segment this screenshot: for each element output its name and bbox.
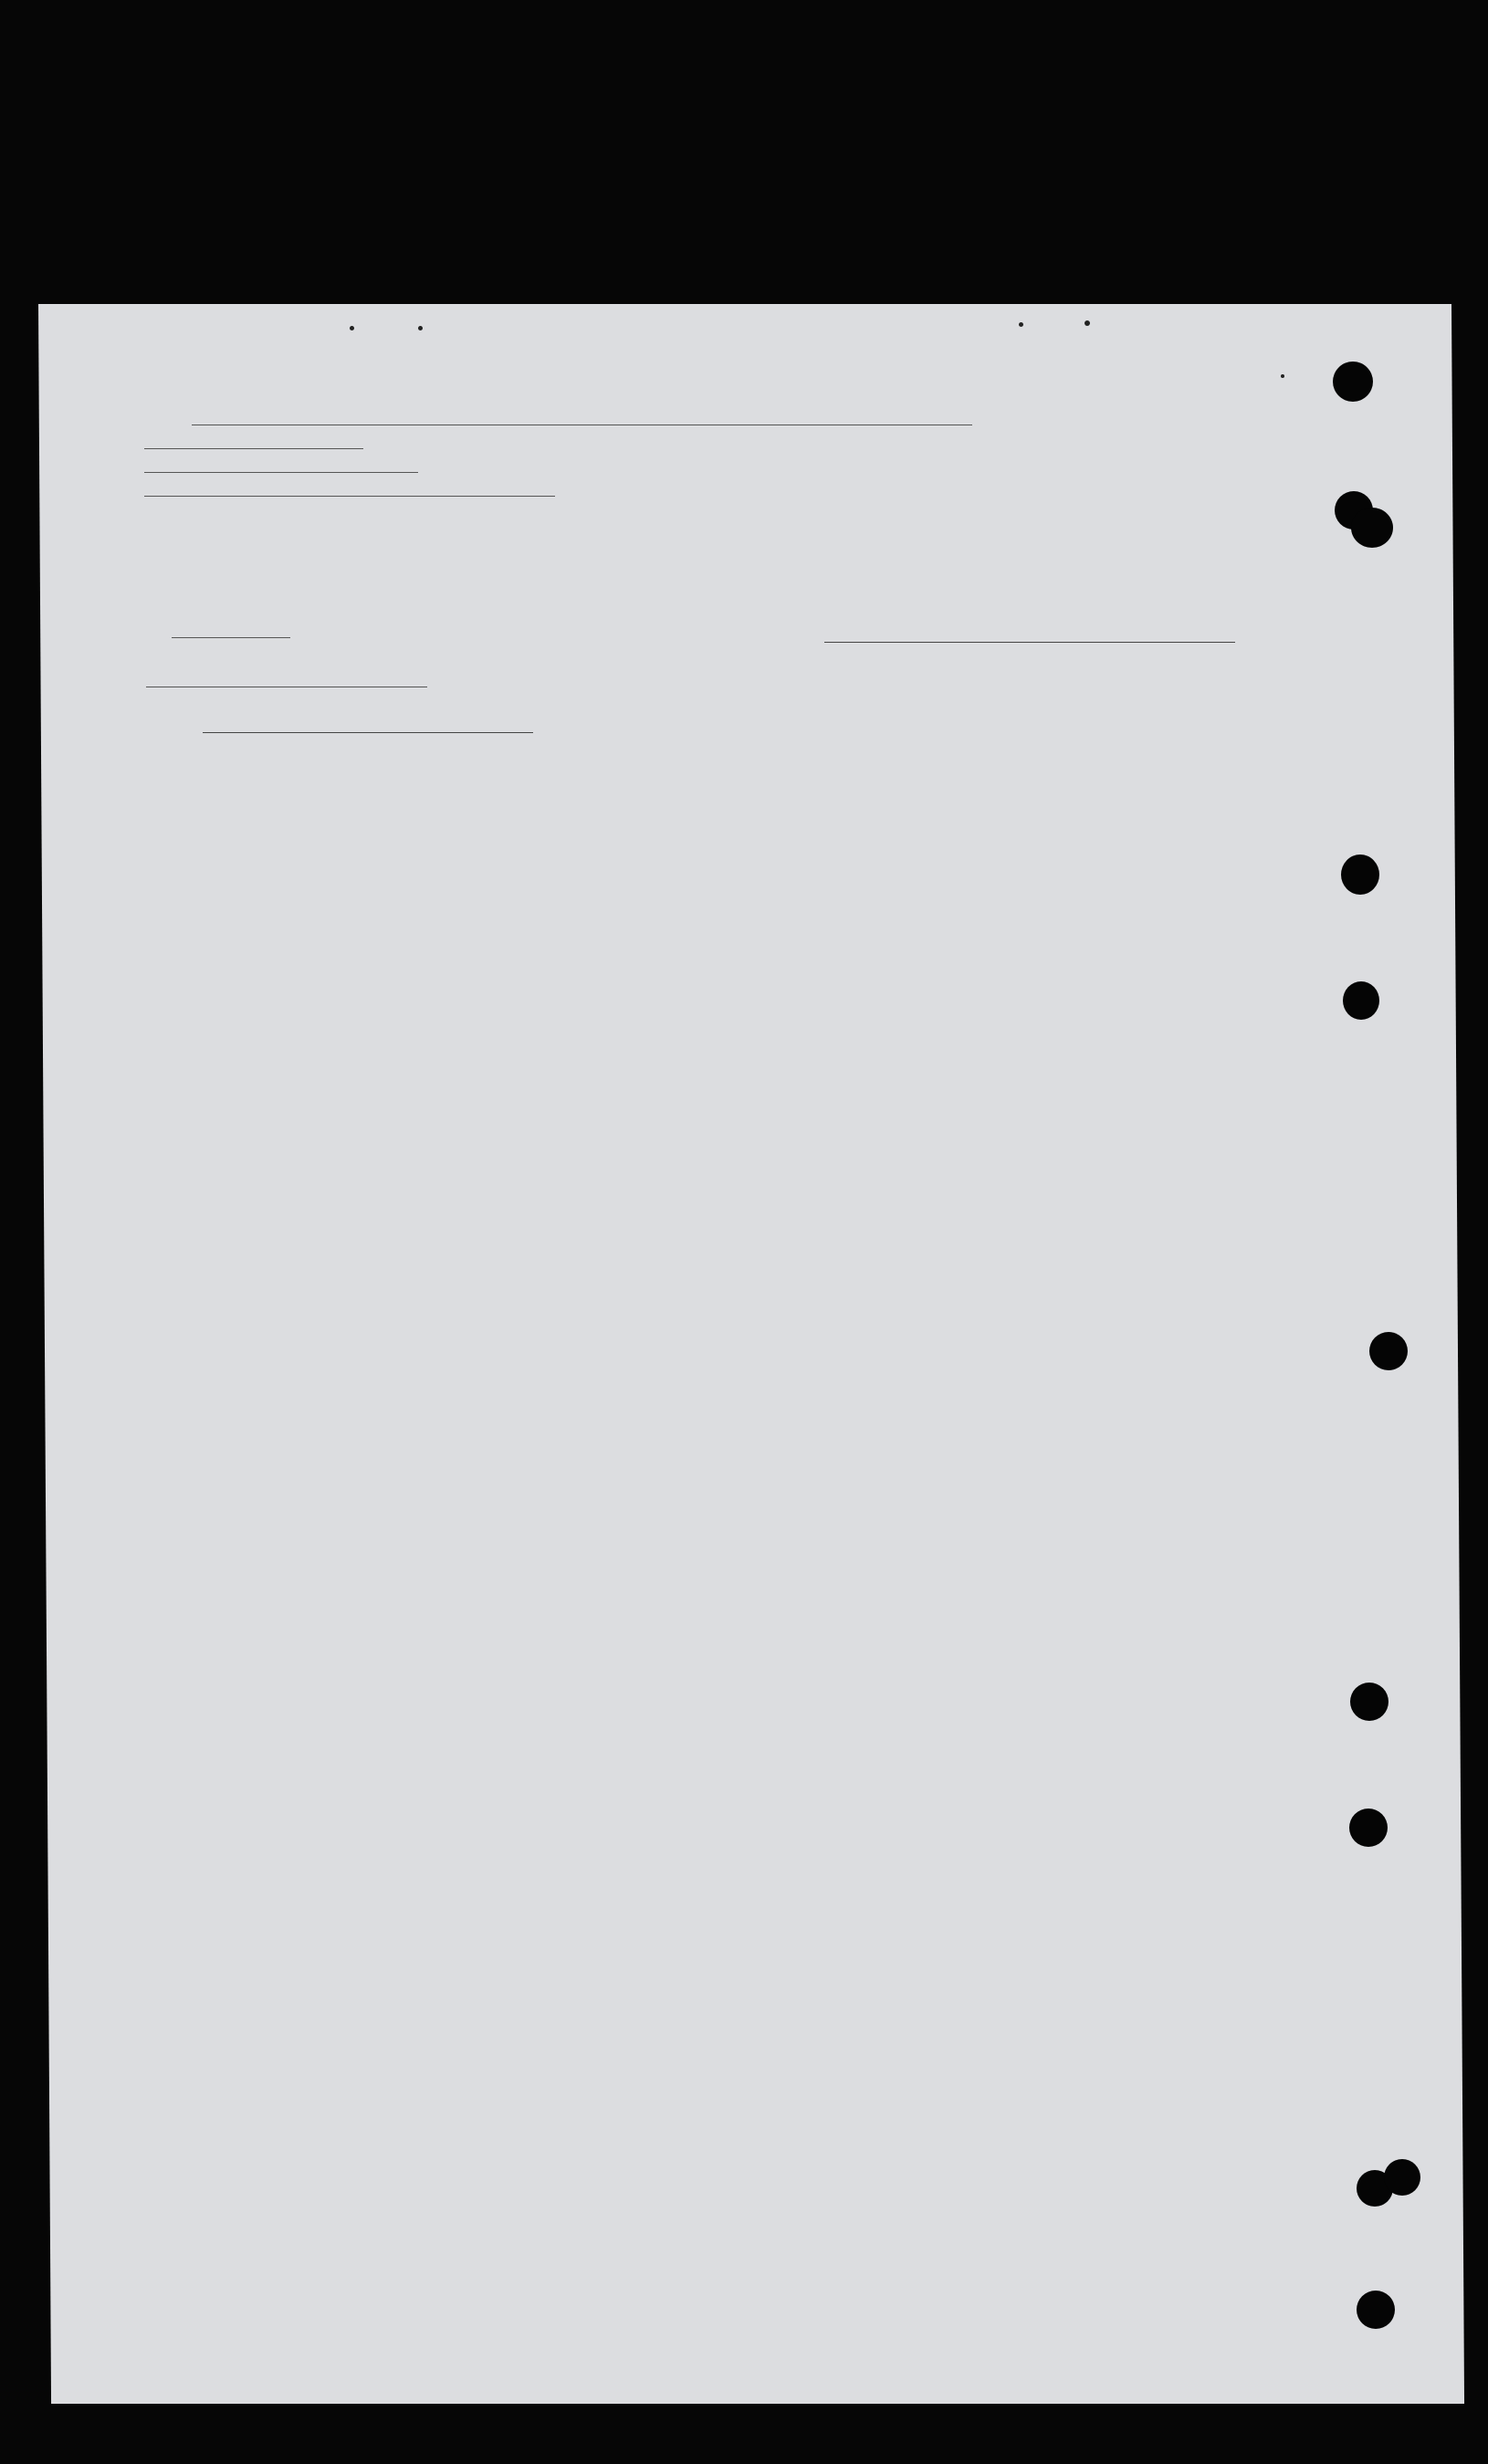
- blank-sworn-day: [172, 623, 290, 638]
- blank-year: [385, 672, 427, 687]
- blank-port: [144, 457, 418, 473]
- punch-hole: [1333, 362, 1373, 402]
- oath-line-4: [144, 478, 1304, 502]
- master-signature-line: [824, 642, 1235, 643]
- scan-speck: [350, 326, 354, 330]
- scan-speck: [418, 326, 423, 330]
- punch-hole: [1341, 855, 1379, 895]
- punch-hole: [1384, 2159, 1420, 2196]
- oath-line-1: [144, 407, 1304, 431]
- deputy-collector-signature-line: [203, 732, 533, 733]
- document-page: [38, 304, 1464, 2404]
- day-of-row: [146, 670, 427, 693]
- blank-month: [146, 672, 385, 687]
- blank-vessel-name: [657, 410, 972, 425]
- punch-hole: [1357, 2291, 1395, 2329]
- scan-speck: [1019, 322, 1023, 327]
- sworn-row: [172, 621, 290, 644]
- punch-hole: [1350, 1683, 1388, 1721]
- blank-lists-to: [188, 434, 236, 449]
- oath-paragraph: [144, 407, 1304, 502]
- scan-speck: [1281, 374, 1284, 378]
- punch-hole: [1369, 1332, 1408, 1370]
- blank-manifests-from: [236, 434, 316, 449]
- blank-master-name: [192, 410, 657, 425]
- punch-hole: [1349, 1809, 1388, 1847]
- oath-line-3: [144, 455, 1304, 478]
- blank-lists-from: [144, 434, 188, 449]
- oath-line-2: [144, 431, 1304, 455]
- scan-speck: [1085, 320, 1090, 326]
- punch-hole: [1351, 508, 1393, 548]
- blank-departure-port: [144, 481, 555, 497]
- blank-manifests-to: [316, 434, 363, 449]
- punch-hole: [1343, 981, 1379, 1020]
